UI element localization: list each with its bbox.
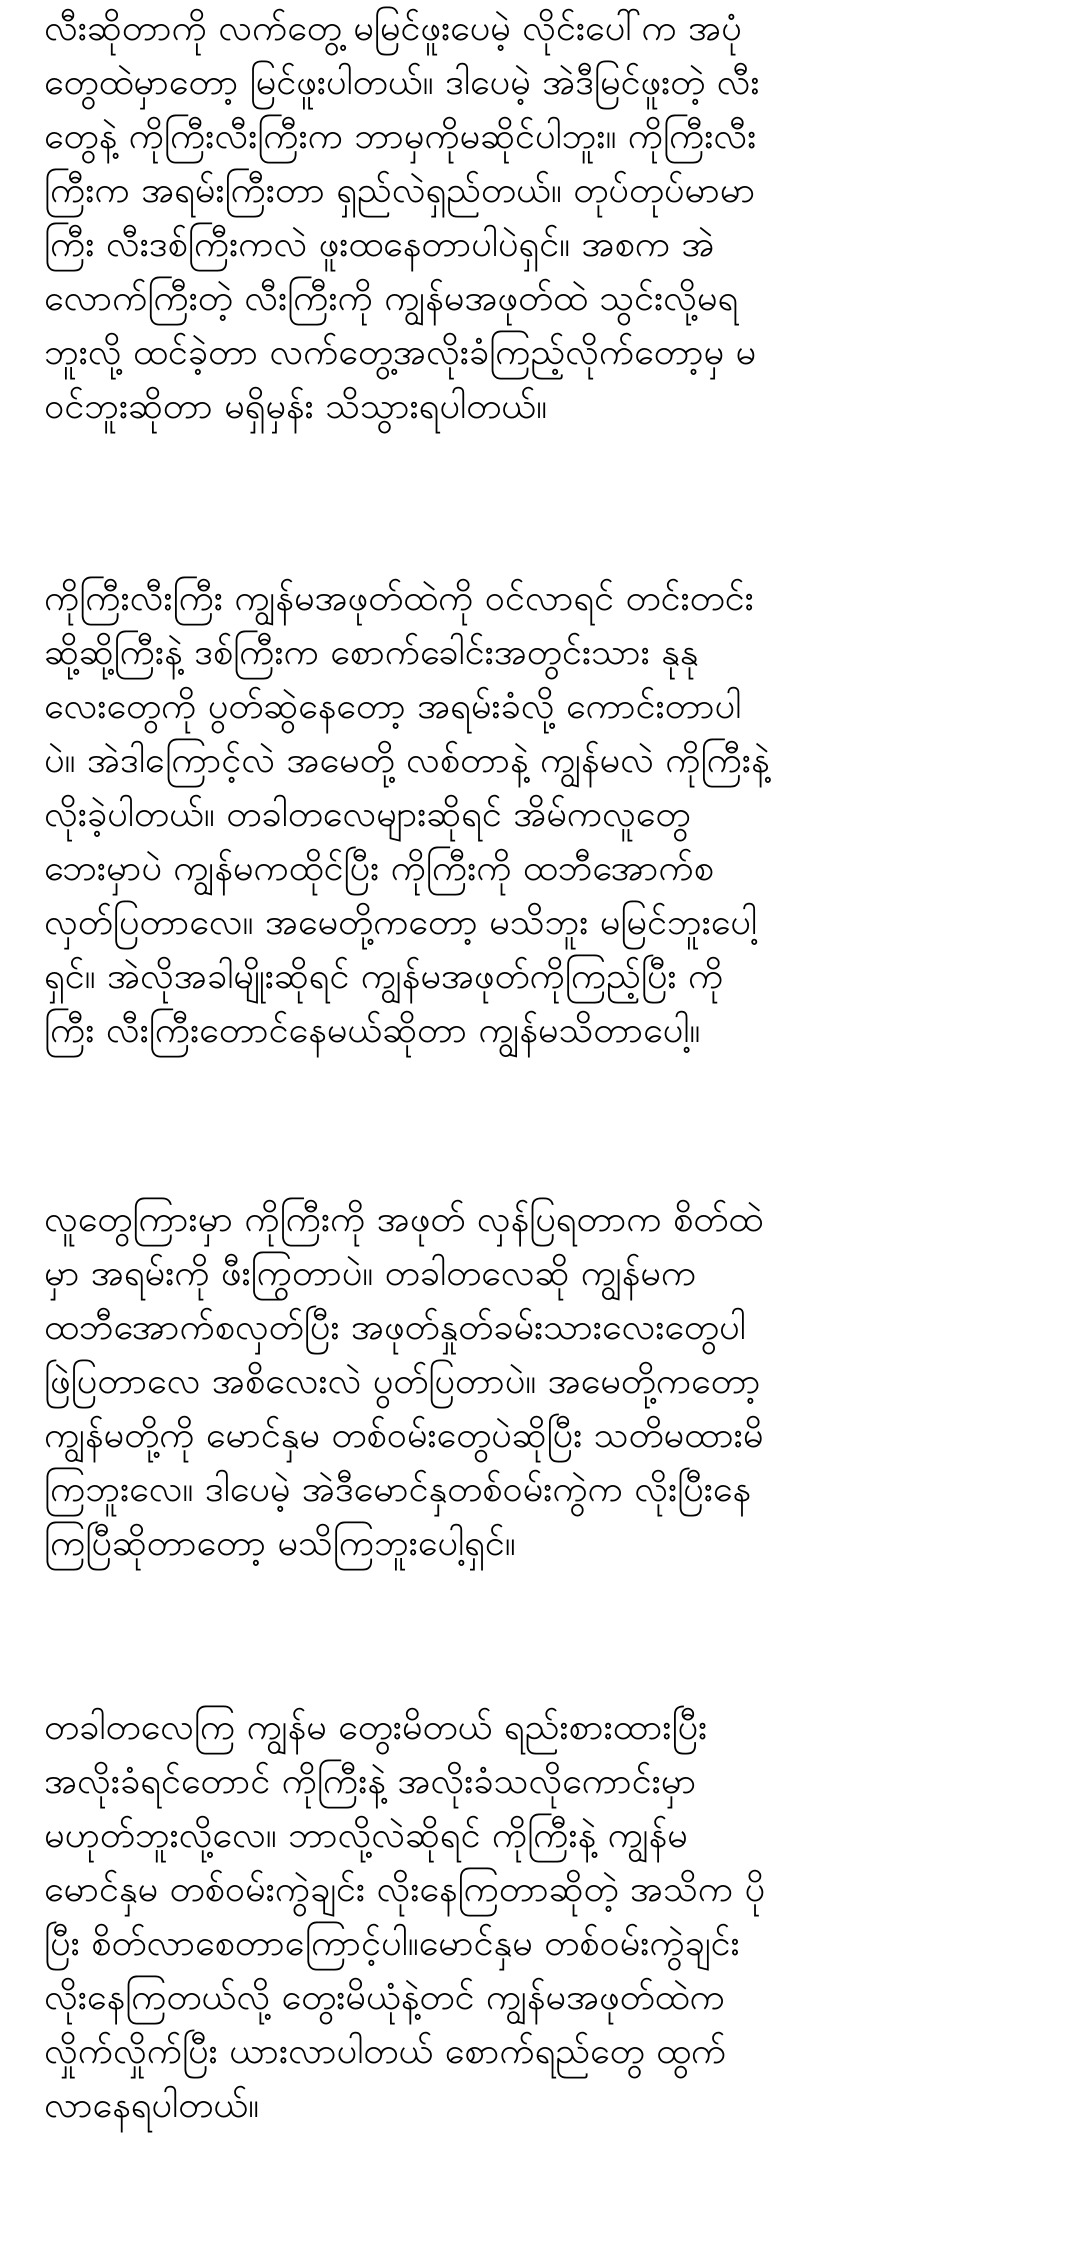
text-line: လောက်ကြီးတဲ့ လီးကြီးကို ကျွန်မအဖုတ်ထဲ သွင်းလို့မရ — [44, 278, 739, 319]
text-line: ပဲ။ အဲဒါကြောင့်လဲ အမေတို့ လစ်တာနဲ့ ကျွန်မလဲ ကိုကြီးနဲ့ — [44, 740, 770, 781]
paragraph-3 — [44, 1193, 763, 1571]
text-line: မောင်နှမ တစ်ဝမ်းကွဲချင်း လိုးနေကြတာဆိုတဲ့ အသိက ပို — [44, 1869, 765, 1910]
text-line: လိုးနေကြတယ်လို့ တွေးမိယုံနဲ့တင် ကျွန်မအဖုတ်ထဲက — [44, 1977, 725, 2018]
text-line: ကျွန်မတို့ကို မောင်နှမ တစ်ဝမ်းတွေပဲဆိုပြီး သတိမထားမိ — [44, 1415, 764, 1456]
text-line: ဆို့ဆို့ကြီးနဲ့ ဒစ်ကြီးက စောက်ခေါင်းအတွင်းသား နုနု — [44, 632, 699, 673]
text-line: ကြီးက အရမ်းကြီးတာ ရှည်လဲရှည်တယ်။ တုပ်တုပ်မာမာ — [44, 170, 756, 211]
text-line: ရှင်။ အဲလိုအခါမျိုးဆိုရင် ကျွန်မအဖုတ်ကိုကြည့်ပြီး ကို — [44, 956, 724, 997]
paragraph-2 — [44, 572, 770, 1058]
text-line: ပြီး စိတ်လာစေတာကြောင့်ပါ။မောင်နှမ တစ်ဝမ်းကွဲချင်း — [44, 1923, 740, 1964]
text-line: တွေထဲမှာတော့ မြင်ဖူးပါတယ်။ ဒါပေမဲ့ အဲဒီမြင်ဖူးတဲ့ လီး — [44, 62, 760, 103]
text-line: ဝင်ဘူးဆိုတာ မရှိမှန်း သိသွားရပါတယ်။ — [44, 386, 547, 427]
text-line: အလိုးခံရင်တောင် ကိုကြီးနဲ့ အလိုးခံသလိုကောင်းမှာ — [44, 1761, 697, 1802]
text-line: ကြီး လီးကြီးတောင်နေမယ်ဆိုတာ ကျွန်မသိတာပေါ့။ — [44, 1010, 701, 1051]
text-line: လှိုက်လှိုက်ပြီး ယားလာပါတယ် စောက်ရည်တွေ ထွက် — [44, 2031, 727, 2072]
text-line: ဘူးလို့ ထင်ခဲ့တာ လက်တွေ့အလိုးခံကြည့်လိုက်တော့မှ မ — [44, 332, 757, 373]
paragraph-1 — [44, 2, 760, 434]
text-line: ဖြဲပြတာလေ အစိလေးလဲ ပွတ်ပြတာပဲ။ အမေတို့ကတော့ — [44, 1361, 761, 1402]
text-line: လိုးခဲ့ပါတယ်။ တခါတလေများဆိုရင် အိမ်ကလူတွေ — [44, 794, 691, 835]
text-line: ကြီး လီးဒစ်ကြီးကလဲ ဖူးထနေတာပါပဲရှင်။ အစက အဲ — [44, 224, 715, 265]
text-line: လာနေရပါတယ်။ — [44, 2085, 260, 2126]
text-line: ဘေးမှာပဲ ကျွန်မကထိုင်ပြီး ကိုကြီးကို ထဘီအောက်စ — [44, 848, 714, 889]
text-line: တွေနဲ့ ကိုကြီးလီးကြီးက ဘာမှကိုမဆိုင်ပါဘူး။ ကိုကြီးလီး — [44, 116, 757, 157]
text-line: မှာ အရမ်းကို ဖီးကြွတာပဲ။ တခါတလေဆို ကျွန်မက — [44, 1253, 697, 1294]
text-line: ကိုကြီးလီးကြီး ကျွန်မအဖုတ်ထဲကို ဝင်လာရင် တင်းတင်း — [44, 578, 754, 619]
text-line: ထဘီအောက်စလှတ်ပြီး အဖုတ်နှုတ်ခမ်းသားလေးတွေပါ — [44, 1307, 746, 1348]
text-line: လီးဆိုတာကို လက်တွေ့ မမြင်ဖူးပေမဲ့ လိုင်းပေါ်က အပုံ — [44, 8, 742, 49]
text-line: ကြပြီဆိုတာတော့ မသိကြဘူးပေါ့ရှင်။ — [44, 1523, 516, 1564]
text-line: တခါတလေကြ ကျွန်မ တွေးမိတယ် ရည်းစားထားပြီး — [44, 1707, 708, 1748]
paragraph-4 — [44, 1701, 765, 2133]
text-line: လေးတွေကို ပွတ်ဆွဲနေတော့ အရမ်းခံလို့ ကောင်းတာပါ — [44, 686, 742, 727]
text-line: ကြဘူးလေ။ ဒါပေမဲ့ အဲဒီမောင်နှတစ်ဝမ်းကွဲက လိုးပြီးနေ — [44, 1469, 752, 1510]
text-line: မဟုတ်ဘူးလို့လေ။ ဘာလို့လဲဆိုရင် ကိုကြီးနဲ့ ကျွန်မ — [44, 1815, 688, 1856]
text-line: လှတ်ပြတာလေ။ အမေတို့ကတော့ မသိဘူး မမြင်ဘူးပေါ့ — [44, 902, 758, 943]
text-line: လူတွေကြားမှာ ကိုကြီးကို အဖုတ် လှန်ပြရတာက စိတ်ထဲ — [44, 1199, 764, 1240]
